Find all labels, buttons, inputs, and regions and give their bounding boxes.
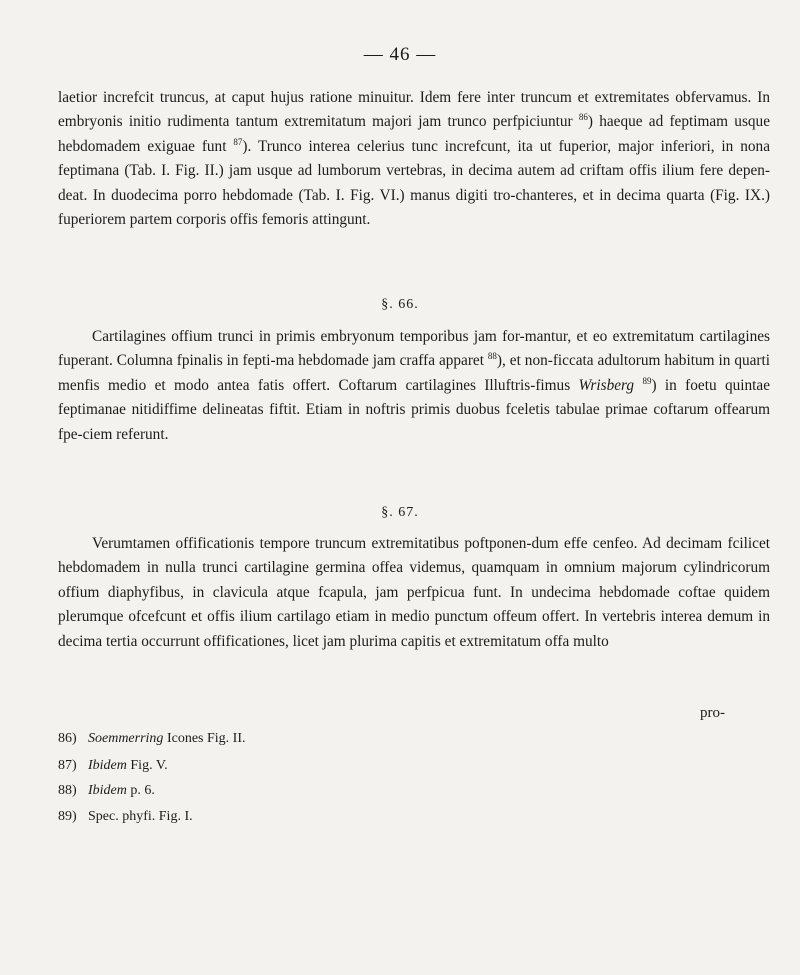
paragraph-1-text-a: laetior increfcit truncus, at caput hujus ratione minuitur. Idem fere inter truncum et extremitates obfervamus. In embryonis initio rudimenta tantum extremitatum majori jam trunco perfpiciuntur — [58, 89, 770, 131]
paragraph-1 — [58, 86, 770, 232]
footnote-87 — [58, 755, 168, 776]
paragraph-3 — [58, 532, 770, 654]
paragraph-2-text-a: Cartilagines offium trunci in primis embryonum temporibus jam for-mantur, et eo extremitatum cartilagines fuperant. Columna fpinalis in fepti-ma hebdomade jam craffa apparet — [58, 328, 770, 370]
footnote-number: 88) — [58, 783, 77, 798]
footnote-text: p. 6. — [126, 783, 155, 798]
footnote-ref-88: 88 — [487, 351, 497, 362]
page-number: — 46 — — [363, 44, 437, 65]
footnote-86 — [58, 728, 245, 749]
footnote-author: Ibidem — [88, 783, 127, 798]
footnote-88 — [58, 780, 155, 801]
section-67-heading: §. 67. — [381, 505, 419, 520]
footnote-89 — [58, 806, 193, 827]
author-name-wrisberg: Wrisberg — [578, 376, 635, 394]
catchword: pro- — [700, 705, 725, 721]
footnote-text: Spec. phyfi. Fig. I. — [88, 809, 193, 824]
paragraph-3-text: Verumtamen offificationis tempore truncum extremitatibus poftponen-dum effe cenfeo. Ad decimam fcilicet hebdomadem in nulla trunci cartilagine germina offea videmus, quamquam in omnium majorum cylindricorum offium diaphyfibus, in clavicula atque fcapula, jam perfpicua funt. In undecima hebdomade coftae quidem plerumque ofcefcunt et offis ilium cartilago etiam in medio punctum offeum offert. In vertebris interea demum in decima tertia occurrunt offificationes, licet jam plurima capitis et extremitatum offa multo — [58, 535, 770, 650]
footnote-author: Ibidem — [88, 758, 127, 773]
paragraph-1-text-b: ) haeque ad feptimam usque hebdomadem exiguae funt — [58, 113, 770, 155]
footnote-ref-86: 86 — [578, 112, 588, 123]
footnote-text: Icones Fig. II. — [163, 731, 246, 746]
footnote-ref-87: 87 — [233, 136, 243, 147]
paragraph-2-text-b: ), et non-ficcata adultorum habitum in quarti menfis medio et modo antea fatis offert. Coftarum cartilagines Illuftris-fimus — [58, 352, 770, 394]
footnote-number: 89) — [58, 809, 77, 824]
footnote-number: 87) — [58, 758, 77, 773]
paragraph-2-text-c: ) in foetu quintae feptimanae nitidiffime delineatas fiftit. Etiam in noftris primis duobus fceletis tabulae primae coftarum offearum fpe-ciem referunt. — [58, 376, 770, 443]
footnote-ref-89: 89 — [642, 375, 652, 386]
footnote-number: 86) — [58, 731, 77, 746]
footnote-author: Soemmerring — [88, 731, 164, 746]
section-66-heading: §. 66. — [381, 297, 419, 312]
paragraph-2 — [58, 325, 770, 447]
footnote-text: Fig. V. — [126, 758, 168, 773]
paragraph-1-text-c: ). Trunco interea celerius tunc increfcunt, ita ut fuperior, major inferiori, in nona feptimana (Tab. I. Fig. II.) jam usque ad lumborum vertebras, in decima autem ad criftam offis ilium fere depen-deat. In duodecima porro hebdomade (Tab. I. Fig. VI.) manus digiti tro-chanteres, et in decima quarta (Fig. IX.) fuperiorem partem corporis offis femoris attingunt. — [58, 137, 770, 229]
